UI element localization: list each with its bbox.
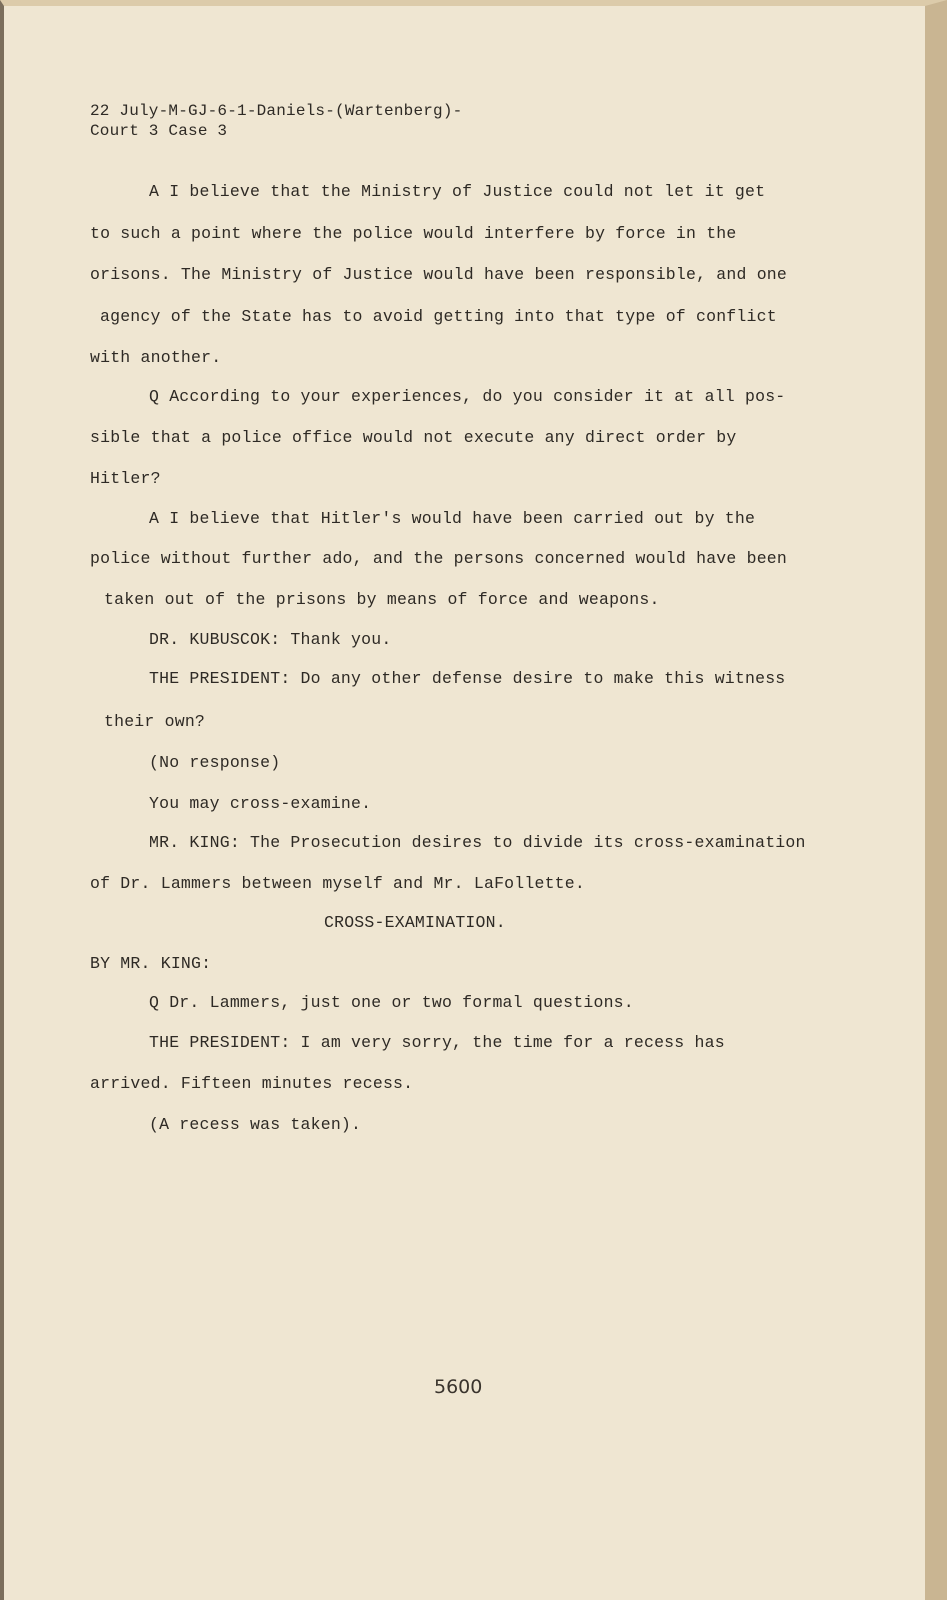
transcript-line: DR. KUBUSCOK: Thank you. xyxy=(149,630,392,649)
page-number: 5600 xyxy=(434,1376,483,1398)
transcript-line: police without further ado, and the persons concerned would have been xyxy=(90,549,788,568)
transcript-line: (A recess was taken). xyxy=(149,1115,362,1134)
transcript-line: MR. KING: The Prosecution desires to divide its cross-examination xyxy=(149,833,806,852)
transcript-line: BY MR. KING: xyxy=(90,954,212,973)
transcript-line: A I believe that Hitler's would have been carried out by the xyxy=(149,509,756,528)
transcript-line: of Dr. Lammers between myself and Mr. LaFollette. xyxy=(90,874,585,893)
transcript-line: agency of the State has to avoid getting into that type of conflict xyxy=(100,307,777,326)
transcript-line: (No response) xyxy=(149,753,281,772)
transcript-line: their own? xyxy=(104,712,206,731)
transcript-line: Q According to your experiences, do you consider it at all pos- xyxy=(149,387,786,406)
transcript-line: orisons. The Ministry of Justice would have been responsible, and one xyxy=(90,265,788,284)
transcript-line: sible that a police office would not execute any direct order by xyxy=(90,428,737,447)
transcript-line: to such a point where the police would interfere by force in the xyxy=(90,224,737,243)
transcript-line: taken out of the prisons by means of force and weapons. xyxy=(104,590,660,609)
transcript-line: A I believe that the Ministry of Justice could not let it get xyxy=(149,182,766,201)
header-line-1: 22 July-M-GJ-6-1-Daniels-(Wartenberg)- xyxy=(90,102,463,120)
transcript-line: THE PRESIDENT: Do any other defense desire to make this witness xyxy=(149,669,786,688)
header-line-2: Court 3 Case 3 xyxy=(90,122,228,140)
transcript-line: THE PRESIDENT: I am very sorry, the time for a recess has xyxy=(149,1033,725,1052)
transcript-line: with another. xyxy=(90,348,222,367)
transcript-line: arrived. Fifteen minutes recess. xyxy=(90,1074,414,1093)
transcript-line: Q Dr. Lammers, just one or two formal questions. xyxy=(149,993,634,1012)
section-heading: CROSS-EXAMINATION. xyxy=(324,913,506,932)
transcript-line: You may cross-examine. xyxy=(149,794,372,813)
transcript-line: Hitler? xyxy=(90,469,161,488)
